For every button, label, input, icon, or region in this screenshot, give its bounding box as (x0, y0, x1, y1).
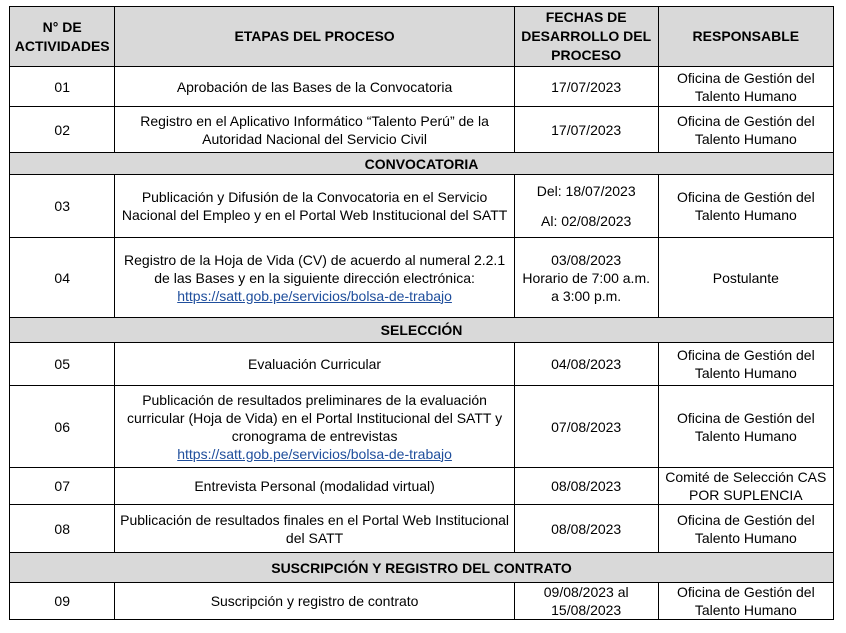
row-date: 08/08/2023 (514, 468, 658, 505)
row-date: 04/08/2023 (514, 343, 658, 386)
row-num: 09 (10, 583, 115, 620)
table-row (10, 583, 834, 620)
stage-text: Registro de la Hoja de Vida (CV) de acuerdo al numeral 2.2.1 de las Bases y en la siguiente dirección electrónica: (124, 251, 506, 286)
row-responsible: Oficina de Gestión del Talento Humano (658, 107, 833, 153)
date: 03/08/2023 (551, 251, 622, 268)
row-stage: Publicación de resultados finales en el Portal Web Institucional del SATT (115, 505, 514, 553)
row-date: 17/07/2023 (514, 67, 658, 107)
table-row (10, 67, 834, 107)
table-row (10, 468, 834, 505)
row-date (514, 238, 658, 318)
row-responsible: Oficina de Gestión del Talento Humano (658, 67, 833, 107)
row-date: 07/08/2023 (514, 386, 658, 468)
row-num: 07 (10, 468, 115, 505)
row-stage: Aprobación de las Bases de la Convocatoria (115, 67, 514, 107)
section-seleccion: SELECCIÓN (10, 318, 834, 343)
row-responsible: Oficina de Gestión del Talento Humano (658, 175, 833, 238)
row-stage: Registro en el Aplicativo Informático “Talento Perú” de la Autoridad Nacional del Servicio Civil (115, 107, 514, 153)
row-num: 04 (10, 238, 115, 318)
header-responsible: RESPONSABLE (658, 7, 833, 67)
row-date: 17/07/2023 (514, 107, 658, 153)
section-suscripcion: SUSCRIPCIÓN Y REGISTRO DEL CONTRATO (10, 553, 834, 583)
header-num: N° DE ACTIVIDADES (10, 7, 115, 67)
row-num: 01 (10, 67, 115, 107)
date-to: Al: 02/08/2023 (541, 213, 632, 229)
row-responsible: Oficina de Gestión del Talento Humano (658, 583, 833, 620)
table-row (10, 107, 834, 153)
stage-text: Publicación de resultados preliminares de la evaluación curricular (Hoja de Vida) en el Portal Institucional del SATT y cronograma de entrevistas (127, 391, 503, 444)
date-from: Del: 18/07/2023 (536, 183, 636, 199)
header-dates: FECHAS DE DESARROLLO DEL PROCESO (514, 7, 658, 67)
row-num: 02 (10, 107, 115, 153)
row-date: 08/08/2023 (514, 505, 658, 553)
row-num: 08 (10, 505, 115, 553)
hours: Horario de 7:00 a.m. a 3:00 p.m. (522, 269, 650, 304)
row-date-range (514, 175, 658, 238)
row-responsible: Oficina de Gestión del Talento Humano (658, 386, 833, 468)
row-responsible: Comité de Selección CAS POR SUPLENCIA (658, 468, 833, 505)
row-date: 09/08/2023 al 15/08/2023 (514, 583, 658, 620)
row-stage: Evaluación Curricular (115, 343, 514, 386)
row-responsible: Postulante (658, 238, 833, 318)
row-num: 05 (10, 343, 115, 386)
header-stage: ETAPAS DEL PROCESO (115, 7, 514, 67)
section-row (10, 553, 834, 583)
row-stage (115, 386, 514, 468)
bolsa-de-trabajo-link[interactable]: https://satt.gob.pe/servicios/bolsa-de-trabajo (177, 287, 452, 304)
row-stage: Suscripción y registro de contrato (115, 583, 514, 620)
section-row (10, 318, 834, 343)
table-row (10, 238, 834, 318)
bolsa-de-trabajo-link[interactable]: https://satt.gob.pe/servicios/bolsa-de-trabajo (177, 445, 452, 462)
table-row (10, 505, 834, 553)
row-responsible: Oficina de Gestión del Talento Humano (658, 343, 833, 386)
row-num: 06 (10, 386, 115, 468)
table-row (10, 175, 834, 238)
section-convocatoria: CONVOCATORIA (10, 153, 834, 175)
header-row (10, 7, 834, 67)
table-row (10, 386, 834, 468)
row-num: 03 (10, 175, 115, 238)
row-responsible: Oficina de Gestión del Talento Humano (658, 505, 833, 553)
table-row (10, 343, 834, 386)
row-stage: Publicación y Difusión de la Convocatoria en el Servicio Nacional del Empleo y en el Portal Web Institucional del SATT (115, 175, 514, 238)
row-stage: Entrevista Personal (modalidad virtual) (115, 468, 514, 505)
row-stage (115, 238, 514, 318)
section-row (10, 153, 834, 175)
process-schedule-table (9, 6, 834, 620)
